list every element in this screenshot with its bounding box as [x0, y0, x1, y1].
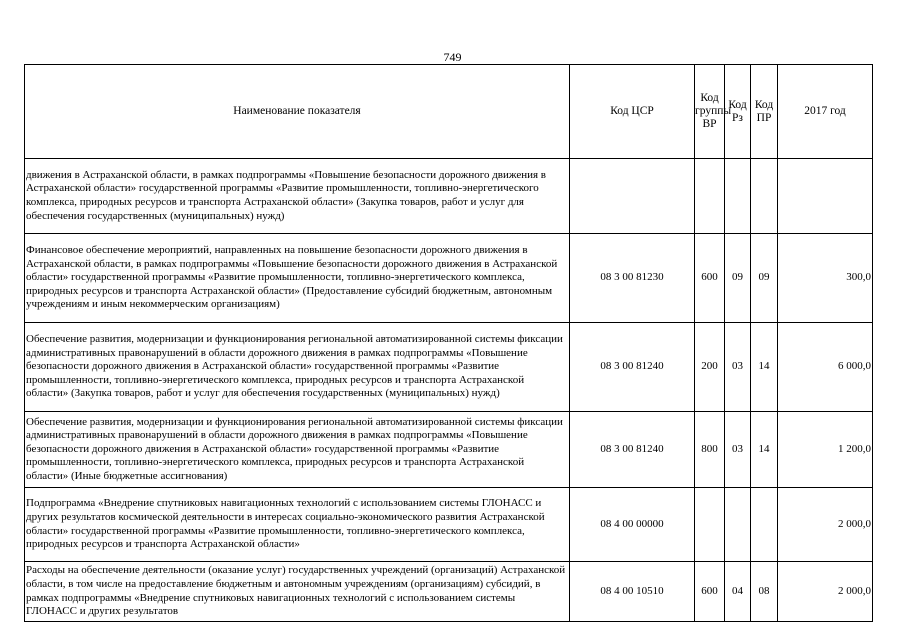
row-name: Расходы на обеспечение деятельности (оказание услуг) государственных учреждений (организаций) Астраханской области, в том числе на предоставление бюджетным и автономным учреждениям (организациям) субсидий, в рамках подпрограммы «Внедрение спутниковых навигационных технологий с использованием системы ГЛОНАСС и других результатов: [25, 562, 570, 622]
row-value: 300,0: [778, 234, 873, 323]
row-pr: [751, 159, 778, 234]
row-csr: [570, 159, 695, 234]
row-value: [778, 159, 873, 234]
header-pr: Код ПР: [751, 65, 778, 159]
row-value: 1 200,0: [778, 412, 873, 488]
row-pr: 14: [751, 412, 778, 488]
row-csr: 08 3 00 81240: [570, 323, 695, 412]
row-value: 6 000,0: [778, 323, 873, 412]
row-csr: 08 3 00 81240: [570, 412, 695, 488]
header-row: [25, 65, 873, 159]
header-rz: Код Рз: [725, 65, 751, 159]
row-rz: 04: [725, 562, 751, 622]
row-vr: [695, 159, 725, 234]
row-csr: 08 3 00 81230: [570, 234, 695, 323]
header-csr: Код ЦСР: [570, 65, 695, 159]
header-year: 2017 год: [778, 65, 873, 159]
row-value: 2 000,0: [778, 488, 873, 562]
table-row: [25, 159, 873, 234]
row-pr: 14: [751, 323, 778, 412]
table-row: [25, 488, 873, 562]
row-csr: 08 4 00 00000: [570, 488, 695, 562]
row-rz: 03: [725, 412, 751, 488]
row-pr: [751, 488, 778, 562]
budget-table: [24, 64, 873, 622]
row-vr: [695, 488, 725, 562]
row-pr: 09: [751, 234, 778, 323]
row-rz: [725, 488, 751, 562]
header-vr: Код группы ВР: [695, 65, 725, 159]
row-name: Обеспечение развития, модернизации и функционирования региональной автоматизированной системы фиксации административных правонарушений в области дорожного движения в рамках подпрограммы «Повышение безопасности дорожного движения в Астраханской области» государственной программы «Развитие промышленности, топливно-энергетического комплекса, природных ресурсов и транспорта Астраханской области» (Закупка товаров, работ и услуг для обеспечения государственных (муниципальных) нужд): [25, 323, 570, 412]
row-rz: 09: [725, 234, 751, 323]
row-name: Подпрограмма «Внедрение спутниковых навигационных технологий с использованием системы ГЛОНАСС и других результатов космической деятельности в интересах социально-экономического развития Астраханской области» государственной программы «Развитие промышленности, топливно-энергетического комплекса, природных ресурсов и транспорта Астраханской области»: [25, 488, 570, 562]
row-vr: 800: [695, 412, 725, 488]
row-vr: 200: [695, 323, 725, 412]
page-number: 749: [443, 50, 462, 64]
row-vr: 600: [695, 234, 725, 323]
row-name: Обеспечение развития, модернизации и функционирования региональной автоматизированной системы фиксации административных правонарушений в области дорожного движения в рамках подпрограммы «Повышение безопасности дорожного движения в Астраханской области» государственной программы «Развитие промышленности, топливно-энергетического комплекса, природных ресурсов и транспорта Астраханской области» (Иные бюджетные ассигнования): [25, 412, 570, 488]
row-vr: 600: [695, 562, 725, 622]
table-row: [25, 234, 873, 323]
row-rz: 03: [725, 323, 751, 412]
table-row: [25, 323, 873, 412]
row-name: Финансовое обеспечение мероприятий, направленных на повышение безопасности дорожного движения в Астраханской области, в рамках подпрограммы «Повышение безопасности дорожного движения в Астраханской области» государственной программы «Развитие промышленности, топливно-энергетического комплекса, природных ресурсов и транспорта Астраханской области» (Предоставление субсидий бюджетным, автономным учреждениям и иным некоммерческим организациям): [25, 234, 570, 323]
row-csr: 08 4 00 10510: [570, 562, 695, 622]
table-row: [25, 412, 873, 488]
row-pr: 08: [751, 562, 778, 622]
row-name: движения в Астраханской области, в рамках подпрограммы «Повышение безопасности дорожного движения в Астраханской области» государственной программы «Развитие промышленности, топливно-энергетического комплекса, природных ресурсов и транспорта Астраханской области» (Закупка товаров, работ и услуг для обеспечения государственных (муниципальных) нужд): [25, 159, 570, 234]
row-value: 2 000,0: [778, 562, 873, 622]
header-name: Наименование показателя: [25, 65, 570, 159]
table-row: [25, 562, 873, 622]
row-rz: [725, 159, 751, 234]
